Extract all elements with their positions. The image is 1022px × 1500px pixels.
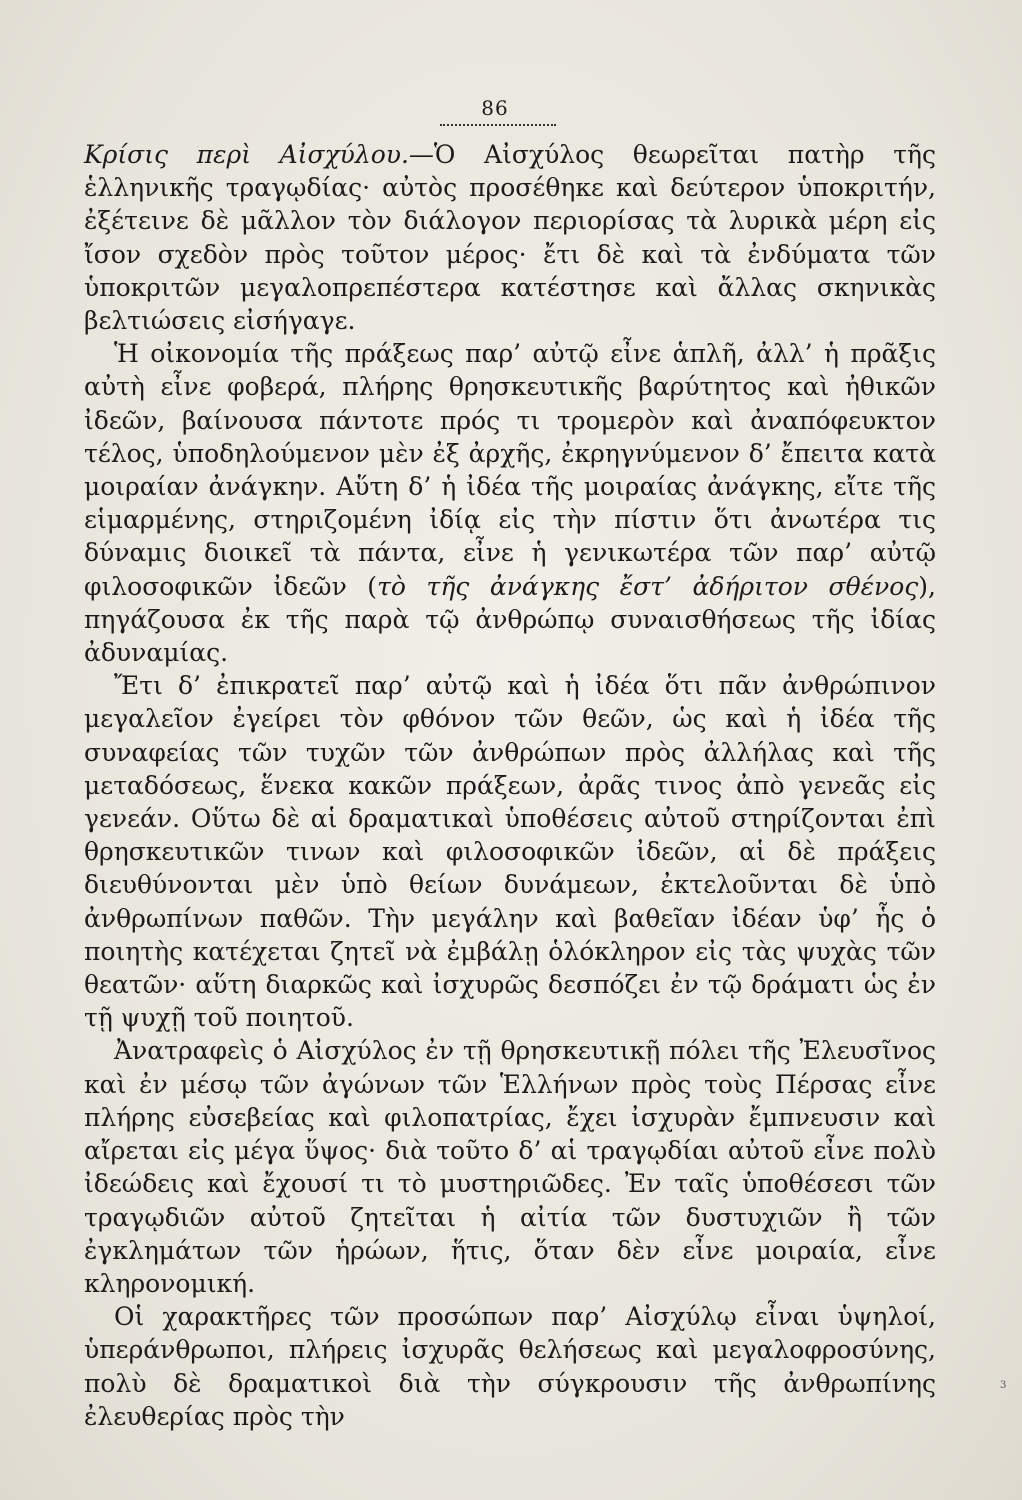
paragraph-3: Ἔτι δ’ ἐπικρατεῖ παρ’ αὐτῷ καὶ ἡ ἰδέα ὅτι πᾶν ἀνθρώπινον μεγαλεῖον ἐγείρει τὸν φθόνον τῶν θεῶν, ὡς καὶ ἡ ἰδέα τῆς συναφείας τῶν τυχῶν τῶν ἀνθρώπων πρὸς ἀλλήλας καὶ τῆς μεταδόσεως, ἕνεκα κακῶν πράξεων, ἀρᾶς τινος ἀπὸ γενεᾶς εἰς γενεάν. Οὕτω δὲ αἱ δραματικαὶ ὑποθέσεις αὐτοῦ στηρίζονται ἐπὶ θρησκευτικῶν τινων καὶ φιλοσοφικῶν ἰδεῶν, αἱ δὲ πράξεις διευθύνονται μὲν ὑπὸ θείων δυνάμεων, ἐκτελοῦνται δὲ ὑπὸ ἀνθρωπίνων παθῶν. Τὴν μεγάλην καὶ βαθεῖαν ἰδέαν ὑφ’ ἧς ὁ ποιητὴς κατέχεται ζητεῖ νὰ ἐμβάλῃ ὁλόκληρον εἰς τὰς ψυχὰς τῶν θεατῶν· αὕτη διαρκῶς καὶ ἰσχυρῶς δεσπόζει ἐν τῷ δράματι ὡς ἐν τῇ ψυχῇ τοῦ ποιητοῦ. — [84, 671, 936, 1033]
paragraph-1 — [84, 138, 936, 337]
page-body — [84, 138, 936, 1433]
paragraph-5: Οἱ χαρακτῆρες τῶν προσώπων παρ’ Αἰσχύλῳ εἶναι ὑψηλοί, ὑπεράνθρωποι, πλήρεις ἰσχυρᾶς θελήσεως καὶ μεγαλοφροσύνης, πολὺ δὲ δραματικοὶ διὰ τὴν σύγκρουσιν τῆς ἀνθρωπίνης ἐλευθερίας πρὸς τὴν — [84, 1302, 936, 1431]
margin-mark: 3 — [1000, 1380, 1007, 1391]
section-heading: Κρίσις περὶ Αἰσχύλου.— — [84, 140, 434, 169]
paragraph-1-text: Ὁ Αἰσχύλος θεωρεῖται πατὴρ τῆς ἑλληνικῆς τραγῳδίας· αὐτὸς προσέθηκε καὶ δεύτερον ὑποκριτήν, ἐξέτεινε δὲ μᾶλλον τὸν διάλογον περιορίσας τὰ λυρικὰ μέρη εἰς ἴσον σχεδὸν πρὸς τοῦτον μέρος· ἔτι δὲ καὶ τὰ ἐνδύματα τῶν ὑποκριτῶν μεγαλοπρεπέστερα κατέστησε καὶ ἄλλας σκηνικὰς βελτιώσεις εἰσήγαγε. — [84, 140, 936, 336]
italic-quote: τὸ τῆς ἀνάγκης ἔστ’ ἀδήριτον σθένος — [377, 571, 919, 601]
paragraph-2: Ἡ οἰκονομία τῆς πράξεως παρ’ αὐτῷ εἶνε ἁπλῆ, ἀλλ’ ἡ πρᾶξις αὐτὴ εἶνε φοβερά, πλήρης θρησκευτικῆς βαρύτητος καὶ ἠθικῶν ἰδεῶν, βαίνουσα πάντοτε πρός τι τρομερὸν καὶ ἀναπόφευκτον τέλος, ὑποδηλούμενον μὲν ἐξ ἀρχῆς, ἐκρηγνύμενον δ’ ἔπειτα κατὰ μοιραίαν ἀνάγκην. Αὕτη δ’ ἡ ἰδέα τῆς μοιραίας ἀνάγκης, εἴτε τῆς εἱμαρμένης, στηριζομένη ἰδίᾳ εἰς τὴν πίστιν ὅτι ἀνωτέρα τις δύναμις διοικεῖ τὰ πάντα, εἶνε ἡ γενικωτέρα τῶν παρ’ αὐτῷ φιλοσοφικῶν ἰδεῶν (τὸ τῆς ἀνάγκης ἔστ’ ἀδήριτον σθένος), πηγάζουσα ἐκ τῆς παρὰ τῷ ἀνθρώπῳ συναισθήσεως τῆς ἰδίας ἀδυναμίας. — [84, 339, 936, 668]
page-number-rule — [440, 124, 556, 126]
paragraph-4: Ἀνατραφεὶς ὁ Αἰσχύλος ἐν τῇ θρησκευτικῇ πόλει τῆς Ἐλευσῖνος καὶ ἐν μέσῳ τῶν ἀγώνων τῶν Ἑλλήνων πρὸς τοὺς Πέρσας εἶνε πλήρης εὐσεβείας καὶ φιλοπατρίας, ἔχει ἰσχυρὰν ἔμπνευσιν καὶ αἴρεται εἰς μέγα ὕψος· διὰ τοῦτο δ’ αἱ τραγῳδίαι αὐτοῦ εἶνε πολὺ ἰδεώδεις καὶ ἔχουσί τι τὸ μυστηριῶδες. Ἐν ταῖς ὑποθέσεσι τῶν τραγῳδιῶν αὐτοῦ ζητεῖται ἡ αἰτία τῶν δυστυχιῶν ἢ τῶν ἐγκλημάτων τῶν ἡρώων, ἥτις, ὅταν δὲν εἶνε μοιραία, εἶνε κληρονομική. — [84, 1036, 936, 1298]
page-number: 86 — [481, 96, 509, 120]
